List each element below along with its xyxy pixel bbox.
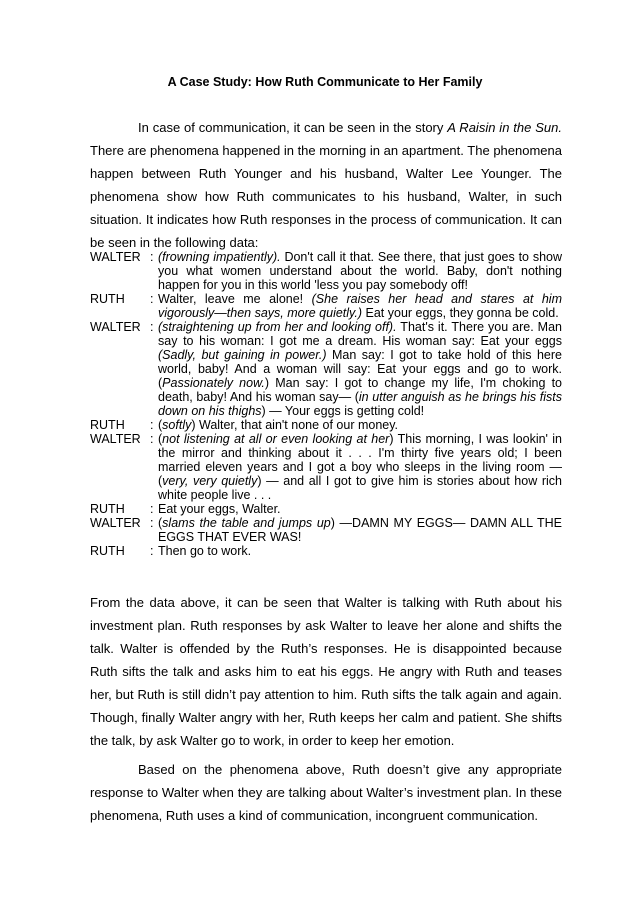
speaker-name: WALTER: [90, 516, 141, 530]
spoken-text: ) Man say: I got to change my life, I'm choking to death, baby! And his woman say— (: [158, 376, 562, 404]
speaker-colon: :: [150, 502, 154, 516]
story-title: A Raisin in the Sun.: [447, 120, 562, 135]
speaker-colon: :: [150, 250, 154, 264]
dialogue-text: [158, 502, 562, 516]
spoken-text: ) This morning, I was lookin' in the mirror and thinking about it . . . I'm thirty five years old; I been married eleven years and I got a boy who sleeps in the living room — (: [158, 432, 563, 488]
dialogue-text: [158, 250, 562, 292]
speaker-name: WALTER: [90, 432, 141, 446]
speaker-colon: :: [150, 432, 154, 446]
dialogue-line: [90, 250, 562, 292]
speaker-name: RUTH: [90, 544, 125, 558]
speaker-name: RUTH: [90, 418, 125, 432]
spoken-text: ) Walter, that ain't none of our money.: [191, 418, 399, 432]
speaker-colon: :: [150, 320, 154, 334]
spoken-text: Eat your eggs, Walter.: [158, 502, 281, 516]
stage-direction: Passionately now.: [162, 376, 265, 390]
stage-direction: (She raises her head and stares at him vigorously—then says, more quietly.): [158, 292, 562, 320]
dialogue-line: [90, 544, 562, 558]
dialogue-text: [158, 320, 562, 418]
dialogue-text: [158, 418, 562, 432]
spoken-text: ) —DAMN MY EGGS— DAMN ALL THE EGGS THAT EVER WAS!: [158, 516, 562, 544]
spoken-text: Don't call it that. See there, that just goes to show you what women understand about the world. Baby, don't nothing happen for you in this world 'less you pay somebody off!: [158, 250, 563, 292]
stage-direction: very, very quietly: [162, 474, 258, 488]
dialogue-line: [90, 516, 562, 544]
dialogue-line: [90, 418, 562, 432]
stage-direction: (straightening up from her and looking off).: [158, 320, 397, 334]
dialogue-transcript: [90, 250, 562, 558]
intro-paragraph: [90, 116, 562, 254]
speaker-name: RUTH: [90, 502, 125, 516]
spoken-text: ) — Your eggs is getting cold!: [261, 404, 425, 418]
stage-direction: not listening at all or even looking at her: [162, 432, 390, 446]
stage-direction: in utter anguish as he brings his fists down on his thighs: [158, 390, 562, 418]
dialogue-text: [158, 516, 562, 544]
speaker-colon: :: [150, 544, 154, 558]
stage-direction: (frowning impatiently).: [158, 250, 281, 264]
speaker-name: RUTH: [90, 292, 125, 306]
speaker-colon: :: [150, 516, 154, 530]
dialogue-text: [158, 432, 562, 502]
dialogue-line: [90, 502, 562, 516]
speaker-colon: :: [150, 292, 154, 306]
speaker-name: WALTER: [90, 320, 141, 334]
spoken-text: Walter, leave me alone!: [158, 292, 312, 306]
spoken-text: (: [158, 418, 163, 432]
stage-direction: slams the table and jumps up: [162, 516, 331, 530]
stage-direction: softly: [162, 418, 192, 432]
intro-text-start: In case of communication, it can be seen in the story: [138, 120, 448, 135]
spoken-text: Then go to work.: [158, 544, 252, 558]
dialogue-line: [90, 432, 562, 502]
dialogue-line: [90, 292, 562, 320]
conclusion-paragraph: Based on the phenomena above, Ruth doesn’t give any appropriate response to Walter when they are talking about Walter’s investment plan. In these phenomena, Ruth uses a kind of communication, incongruent communication.: [90, 762, 562, 823]
dialogue-text: [158, 292, 562, 320]
stage-direction: (Sadly, but gaining in power.): [158, 348, 327, 362]
spoken-text: Eat your eggs, they gonna be cold.: [362, 306, 559, 320]
dialogue-text: [158, 544, 562, 558]
spoken-text: (: [158, 516, 163, 530]
speaker-name: WALTER: [90, 250, 141, 264]
speaker-colon: :: [150, 418, 154, 432]
intro-text-rest: There are phenomena happened in the morning in an apartment. The phenomena happen between Ruth Younger and his husband, Walter Lee Younger. The phenomena show how Ruth communicates to his husband, Walter, in such situation. It indicates how Ruth responses in the process of communication. It can be seen in the following data:: [90, 143, 562, 250]
spoken-text: (: [158, 432, 163, 446]
dialogue-line: [90, 320, 562, 418]
spoken-text: That's it. There you are. Man say to his woman: I got me a dream. His woman say: Eat your eggs: [158, 320, 562, 348]
page-title: A Case Study: How Ruth Communicate to Her Family: [167, 75, 483, 89]
analysis-paragraph: From the data above, it can be seen that Walter is talking with Ruth about his investment plan. Ruth responses by ask Walter to leave her alone and shifts the talk. Walter is offended by the Ruth’s responses. He is disappointed because Ruth sifts the talk and asks him to eat his eggs. He angry with Ruth and teases her, but Ruth is still didn’t pay attention to him. Ruth sifts the talk again and again. Though, finally Walter angry with her, Ruth keeps her calm and patient. She shifts the talk, by ask Walter go to work, in order to keep her emotion.: [90, 595, 562, 748]
spoken-text: Man say: I got to take hold of this here world, baby! And a woman will say: Eat your eggs and go to work. (: [158, 348, 562, 390]
spoken-text: ) — and all I got to give him is stories about how rich white people live . . .: [158, 474, 562, 502]
